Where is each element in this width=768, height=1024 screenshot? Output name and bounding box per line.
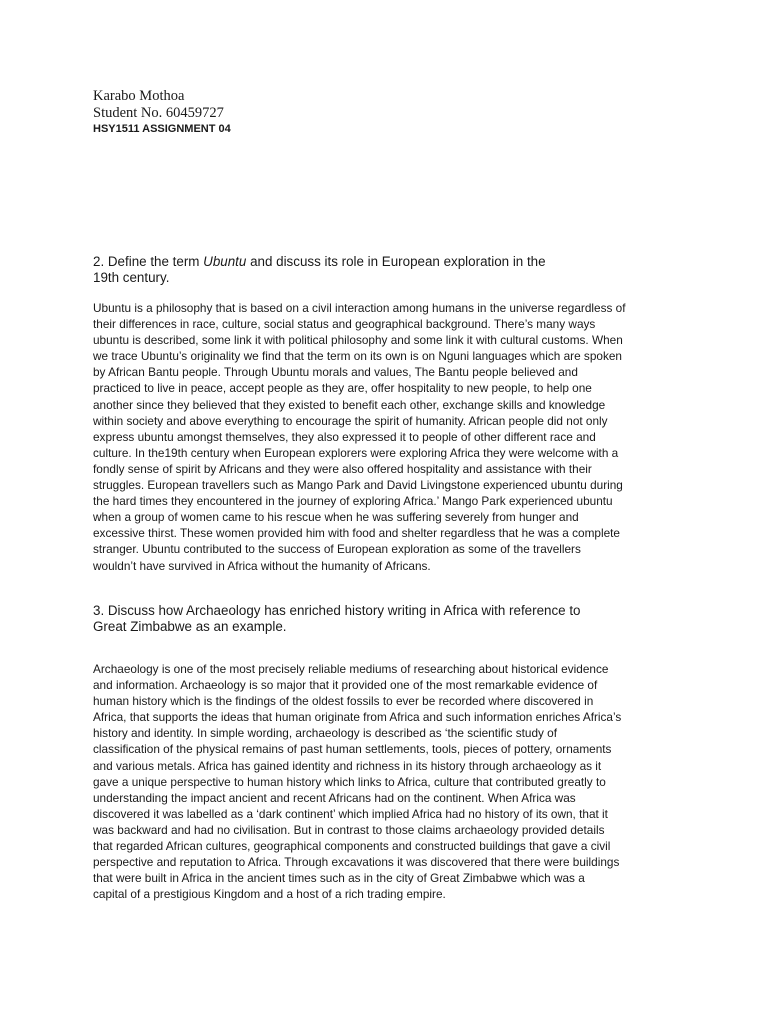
answer-3-line: Africa, that supports the ideas that human originate from Africa and such information enriches Africa’s (93, 710, 622, 725)
answer-3-line: and information. Archaeology is so major that it provided one of the most remarkable evidence of (93, 678, 598, 693)
answer-2-line: excessive thirst. These women provided him with food and shelter regardless that he was a complete (93, 526, 620, 541)
answer-2-line: when a group of women came to his rescue when he was suffering severely from hunger and (93, 510, 579, 525)
answer-3-line: discovered it was labelled as a ‘dark continent’ which implied Africa had no history of its own, that it (93, 806, 608, 821)
answer-2-line: the hard times they encountered in the journey of exploring Africa.’ Mango Park experienced ubuntu (93, 494, 613, 509)
question-2-line-1 (93, 254, 673, 270)
answer-3-line: classification of the physical remains of past human settlements, tools, pieces of pottery, ornaments (93, 742, 612, 757)
question-2-prefix: 2. Define the term (93, 254, 204, 269)
answer-2-line: struggles. European travellers such as Mango Park and David Livingstone experienced ubuntu during (93, 478, 623, 493)
student-number: Student No. 60459727 (93, 105, 224, 121)
question-2-suffix: and discuss its role in European exploration in the (246, 254, 546, 269)
answer-3-line: that regarded African cultures, geographical components and constructed buildings that gave a civil (93, 839, 611, 854)
answer-3-line: capital of a prestigious Kingdom and a host of a rich trading empire. (93, 887, 446, 902)
answer-2-line: ubuntu is described, some link it with political philosophy and some link it with cultural customs. When (93, 333, 623, 348)
assignment-title: HSY1511 ASSIGNMENT 04 (93, 123, 231, 135)
answer-2-line: their differences in race, culture, social status and geographical background. There’s many ways (93, 317, 596, 332)
author-name: Karabo Mothoa (93, 88, 185, 104)
answer-2-line: by African Bantu people. Through Ubuntu morals and values, The Bantu people believed and (93, 365, 578, 380)
question-2-term: Ubuntu (203, 254, 247, 269)
answer-2-line: another since they believed that they existed to benefit each other, exchange skills and knowledge (93, 397, 606, 412)
answer-2-paragraph (93, 300, 683, 574)
answer-2-line: we trace Ubuntu’s originality we find that the term on its own is on Nguni languages which are spoken (93, 349, 622, 364)
answer-3-line: gave a unique perspective to human history which links to Africa, culture that contributed greatly to (93, 774, 606, 789)
answer-3-line: Archaeology is one of the most precisely reliable mediums of researching about historical evidence (93, 662, 609, 676)
answer-3-line: human history which is the findings of the oldest fossils to ever be recorded where discovered in (93, 694, 594, 709)
question-2-heading (93, 254, 673, 286)
answer-3-line: understanding the impact ancient and recent Africans had on the continent. When Africa was (93, 790, 576, 805)
answer-2-line: practiced to live in peace, accept people as they are, offer hospitality to new people, to help one (93, 381, 592, 396)
answer-2-line: wouldn’t have survived in Africa without the humanity of Africans. (93, 558, 431, 573)
answer-2-line: within society and above everything to encourage the spirit of humanity. African people did not only (93, 413, 608, 428)
answer-2-line: express ubuntu amongst themselves, they also expressed it to people of other different race and (93, 429, 596, 444)
answer-2-line: stranger. Ubuntu contributed to the success of European exploration as some of the travellers (93, 542, 581, 557)
question-3-heading (93, 603, 673, 635)
answer-3-paragraph (93, 661, 683, 902)
answer-2-line: fondly sense of spirit by Africans and they were also offered hospitality and assistance with their (93, 461, 592, 476)
question-3-line-1: 3. Discuss how Archaeology has enriched history writing in Africa with reference to (93, 603, 581, 618)
question-2-line-2: 19th century. (93, 270, 170, 285)
answer-3-line: history and identity. In simple wording, archaeology is described as ‘the scientific study of (93, 726, 558, 741)
answer-3-line: perspective and reputation to Africa. Through excavations it was discovered that there were buildings (93, 855, 620, 870)
answer-2-line: culture. In the19th century when European explorers were exploring Africa they were welcome with a (93, 445, 619, 460)
answer-3-line: and various metals. Africa has gained identity and richness in its history through archaeology as it (93, 758, 602, 773)
answer-2-line: Ubuntu is a philosophy that is based on a civil interaction among humans in the universe regardless of (93, 301, 626, 315)
question-3-line-2: Great Zimbabwe as an example. (93, 619, 287, 634)
answer-3-line: that were built in Africa in the ancient times such as in the city of Great Zimbabwe which was a (93, 871, 585, 886)
answer-3-line: was backward and had no civilisation. But in contrast to those claims archaeology provided details (93, 822, 605, 837)
